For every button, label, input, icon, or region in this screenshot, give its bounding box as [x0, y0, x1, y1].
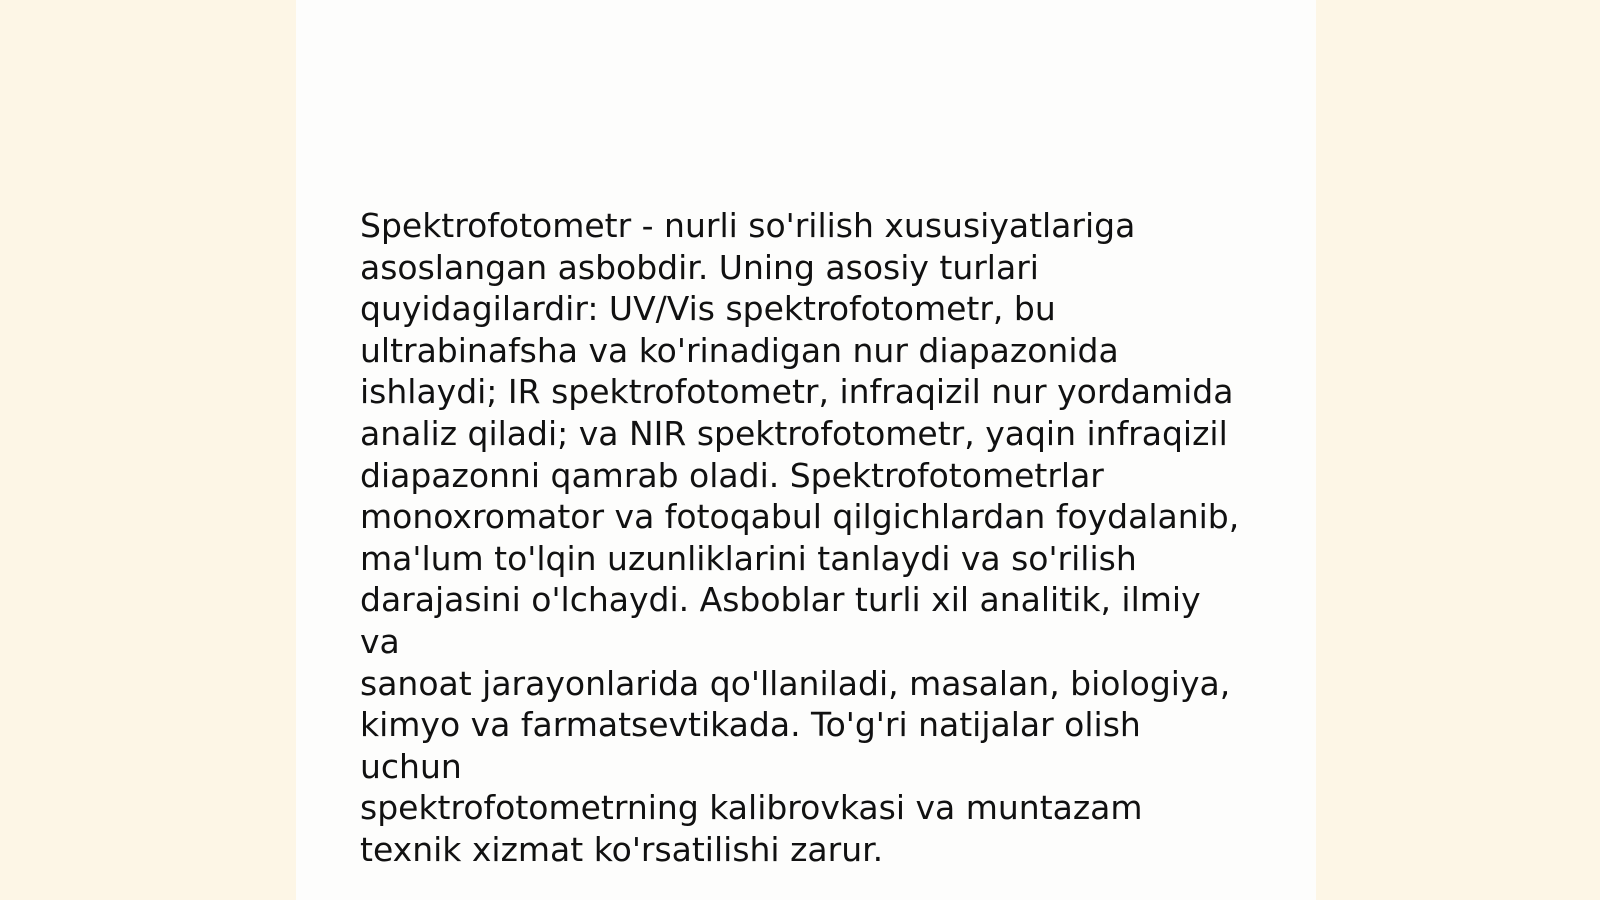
slide-body-text: Spektrofotometr - nurli so'rilish xususiyatlariga asoslangan asbobdir. Uning asosiy turlari quyidagilardir: UV/Vis spektrofotometr, bu ultrabinafsha va ko'rinadigan nur diapazonida ishlaydi; IR spektrofotometr, infraqizil nur yordamida analiz qiladi; va NIR spektrofotometr, yaqin infraqizil diapazonni qamrab oladi. Spektrofotometrlar monoxromator va fotoqabul qilgichlardan foydalanib, ma'lum to'lqin uzunliklarini tanlaydi va so'rilish darajasini o'lchaydi. Asboblar turli xil analitik, ilmiy va sanoat jarayonlarida qo'llaniladi, masalan, biologiya, kimyo va farmatsevtikada. To'g'ri natijalar olish uchun spektrofotometrning kalibrovkasi va muntazam texnik xizmat ko'rsatilishi zarur.	[360, 206, 1240, 869]
slide-canvas	[296, 0, 1316, 900]
